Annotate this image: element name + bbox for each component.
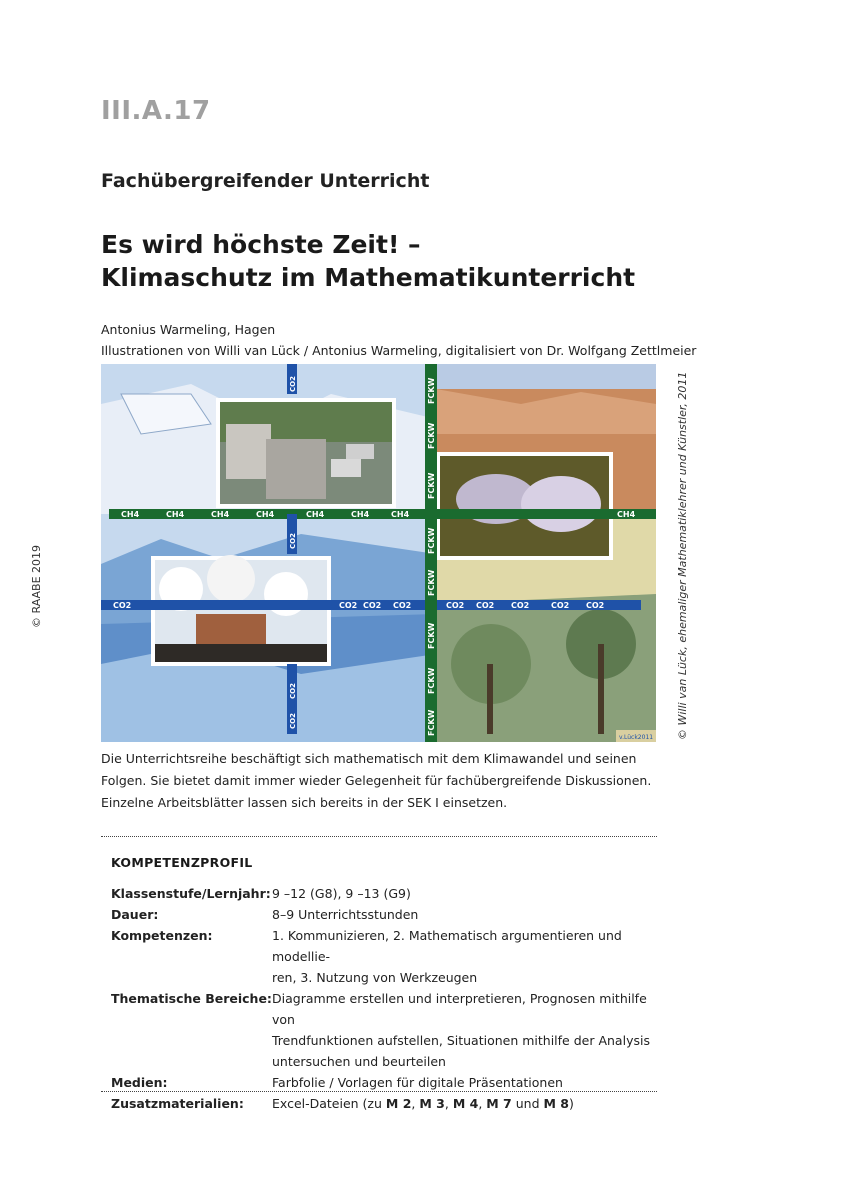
artist-copyright: © Willi van Lück, ehemaliger Mathematiklehrer und Künstler, 2011 xyxy=(676,371,689,740)
fckw-label: FCKW xyxy=(427,377,436,404)
kp-label: Zusatzmaterialien: xyxy=(111,1096,244,1111)
co2-label: CO2 xyxy=(446,601,465,610)
dotted-divider xyxy=(101,836,657,837)
co2-label: CO2 xyxy=(339,601,358,610)
publisher-copyright: © RAABE 2019 xyxy=(30,544,43,628)
kp-row-dauer xyxy=(111,904,656,925)
fckw-label: FCKW xyxy=(427,709,436,736)
ch4-label: CH4 xyxy=(211,510,230,519)
kp-value-line: 1. Kommunizieren, 2. Mathematisch argumentieren und modellie- xyxy=(272,928,622,964)
kp-label: Medien: xyxy=(111,1075,168,1090)
fckw-label: FCKW xyxy=(427,667,436,694)
fckw-label: FCKW xyxy=(427,569,436,596)
separator: , xyxy=(444,1096,453,1111)
separator: und xyxy=(511,1096,544,1111)
car xyxy=(331,459,361,477)
credits xyxy=(101,319,696,361)
kp-row-klassenstufe xyxy=(111,883,656,904)
material-ref: M 3 xyxy=(419,1096,445,1111)
co2-label: CO2 xyxy=(476,601,495,610)
kp-label: Dauer: xyxy=(111,907,159,922)
unit-code: III.A.17 xyxy=(101,96,211,126)
material-ref: M 8 xyxy=(543,1096,569,1111)
ch4-band xyxy=(109,509,656,519)
trunk xyxy=(598,644,604,734)
truck-1 xyxy=(226,424,271,479)
kp-row-medien xyxy=(111,1072,656,1093)
kp-value-line: ren, 3. Nutzung von Werkzeugen xyxy=(272,970,478,985)
kp-value: 8–9 Unterrichtsstunden xyxy=(272,907,419,922)
kompetenzprofil-table xyxy=(111,883,656,1114)
section-heading: Fachübergreifender Unterricht xyxy=(101,170,430,192)
co2-label: CO2 xyxy=(511,601,530,610)
ch4-label: CH4 xyxy=(166,510,185,519)
kp-row-zusatz xyxy=(111,1093,656,1114)
page-title xyxy=(101,228,635,294)
fckw-label: FCKW xyxy=(427,527,436,554)
co2-vertical-label: CO2 xyxy=(289,683,297,699)
kp-value xyxy=(272,925,656,988)
zusatz-suffix: ) xyxy=(569,1096,574,1111)
co2-vertical-label: CO2 xyxy=(289,713,297,729)
fckw-label: FCKW xyxy=(427,422,436,449)
cow xyxy=(521,476,601,532)
title-line-2: Klimaschutz im Mathematikunterricht xyxy=(101,263,636,292)
co2-label: CO2 xyxy=(363,601,382,610)
dotted-divider xyxy=(101,1091,657,1092)
ch4-label: CH4 xyxy=(391,510,410,519)
ch4-label: CH4 xyxy=(256,510,275,519)
trunk xyxy=(487,664,493,734)
illustration-credit: Illustrationen von Willi van Lück / Antonius Warmeling, digitalisiert von Dr. Wolfgang Zettlmeier xyxy=(101,343,697,358)
kp-value-line: untersuchen und beurteilen xyxy=(272,1054,446,1069)
co2-label: CO2 xyxy=(113,601,132,610)
co2-label: CO2 xyxy=(586,601,605,610)
kp-label: Thematische Bereiche: xyxy=(111,991,272,1006)
co2-vertical-label: CO2 xyxy=(289,376,297,392)
kp-label: Klassenstufe/Lernjahr: xyxy=(111,886,271,901)
kp-label: Kompetenzen: xyxy=(111,928,213,943)
kp-value-line: Diagramme erstellen und interpretieren, Prognosen mithilfe von xyxy=(272,991,647,1027)
kp-row-kompetenzen xyxy=(111,925,656,988)
kp-row-thematisch xyxy=(111,988,656,1072)
fckw-label: FCKW xyxy=(427,472,436,499)
plant-base xyxy=(155,644,327,662)
desert-sky xyxy=(436,364,656,389)
kp-value: 9 –12 (G8), 9 –13 (G9) xyxy=(272,886,411,901)
zusatz-prefix: Excel-Dateien (zu xyxy=(272,1096,386,1111)
co2-label: CO2 xyxy=(393,601,412,610)
ch4-label: CH4 xyxy=(617,510,636,519)
description: Die Unterrichtsreihe beschäftigt sich mathematisch mit dem Klimawandel und seinen Folgen. Sie bietet damit immer wieder Gelegenheit für fachübergreifende Diskussionen. Einzelne Arbeitsblätter lassen sich bereits in der SEK I einsetzen. xyxy=(101,751,652,810)
kp-value xyxy=(272,988,656,1072)
car xyxy=(346,444,374,459)
truck-2 xyxy=(266,439,326,499)
co2-label: CO2 xyxy=(551,601,570,610)
separator: , xyxy=(478,1096,487,1111)
artist-signature: v.Lück2011 xyxy=(619,734,654,741)
kp-value xyxy=(272,1093,656,1114)
fckw-label: FCKW xyxy=(427,622,436,649)
kompetenzprofil-heading: KOMPETENZPROFIL xyxy=(111,855,253,870)
material-ref: M 7 xyxy=(486,1096,512,1111)
material-ref: M 2 xyxy=(385,1096,412,1111)
ch4-label: CH4 xyxy=(351,510,370,519)
kp-value-line: Trendfunktionen aufstellen, Situationen mithilfe der Analysis xyxy=(272,1033,650,1048)
title-line-1: Es wird höchste Zeit! – xyxy=(101,230,421,259)
smoke xyxy=(207,555,255,603)
kp-value: Farbfolie / Vorlagen für digitale Präsentationen xyxy=(272,1075,563,1090)
material-ref: M 4 xyxy=(452,1096,479,1111)
ch4-label: CH4 xyxy=(306,510,325,519)
author-line: Antonius Warmeling, Hagen xyxy=(101,322,276,337)
co2-vertical-label: CO2 xyxy=(289,533,297,549)
separator: , xyxy=(411,1096,420,1111)
ch4-label: CH4 xyxy=(121,510,140,519)
climate-illustration xyxy=(101,364,656,742)
